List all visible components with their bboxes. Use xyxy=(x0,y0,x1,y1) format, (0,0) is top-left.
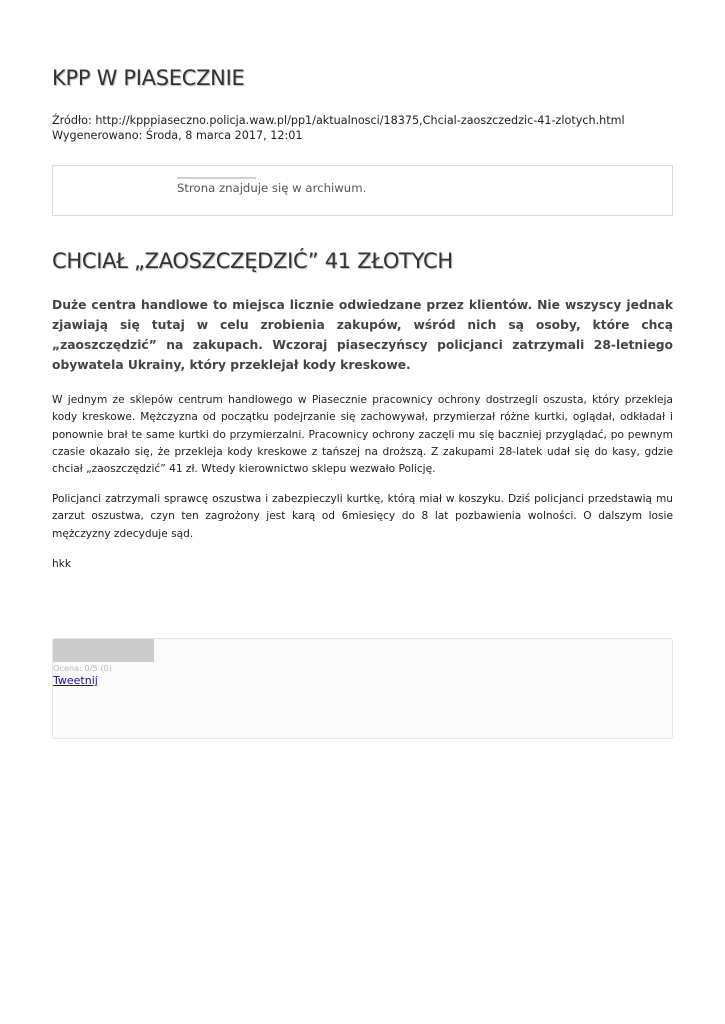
document-meta xyxy=(52,113,625,143)
source-line: Źródło: http://kpppiaseczno.policja.waw.pl/pp1/aktualnosci/18375,Chcial-zaoszczedzic-41-zlotych.html xyxy=(52,114,625,127)
tweet-link[interactable]: Tweetnij xyxy=(53,674,98,687)
rating-stars-bar[interactable] xyxy=(53,639,154,662)
rating-text: Ocena: 0/5 (0) xyxy=(53,663,112,673)
article-paragraph: W jednym ze sklepów centrum handlowego w Piasecznie pracownicy ochrony dostrzegli oszusta, który przekleja kody kreskowe. Mężczyzna od początku podejrzanie się zachowywał, przymierzał różne kurtki, oglądał, odkładał i ponownie brał te same kurtki do przymierzalni. Pracownicy ochrony zaczęli mu się baczniej przyglądać, po pewnym czasie okazało się, że przekleja kody kreskowe z tańszej na droższą. Z zakupami 28-latek udał się do kasy, gdzie chciał „zaoszczędzić” 41 zł. Wtedy kierownictwo sklepu wezwało Policję. xyxy=(52,394,673,476)
archive-notice-text: Strona znajduje się w archiwum. xyxy=(177,181,367,195)
rating-share-box xyxy=(52,638,673,739)
archive-notice-box xyxy=(52,165,673,216)
generated-line: Wygenerowano: Środa, 8 marca 2017, 12:01 xyxy=(52,129,303,142)
article-signature: hkk xyxy=(52,558,71,570)
archive-divider xyxy=(177,177,256,179)
article-lead: Duże centra handlowe to miejsca licznie odwiedzane przez klientów. Nie wszyscy jednak zjawiają się tutaj w celu zrobienia zakupów, wśród nich są osoby, które chcą „zaoszczędzić” na zakupach. Wczoraj piaseczyńscy policjanci zatrzymali 28-letniego obywatela Ukrainy, który przeklejał kody kreskowe. xyxy=(52,298,673,372)
article-paragraph: Policjanci zatrzymali sprawcę oszustwa i zabezpieczyli kurtkę, którą miał w koszyku. Dziś policjanci przedstawią mu zarzut oszustwa, czyn ten zagrożony jest karą od 6miesięcy do 8 lat pozbawienia wolności. O dalszym losie mężczyzny zdecyduje sąd. xyxy=(52,493,673,540)
site-title: KPP W PIASECZNIE xyxy=(52,66,245,90)
article-title: CHCIAŁ „ZAOSZCZĘDZIĆ” 41 ZŁOTYCH xyxy=(52,249,453,273)
